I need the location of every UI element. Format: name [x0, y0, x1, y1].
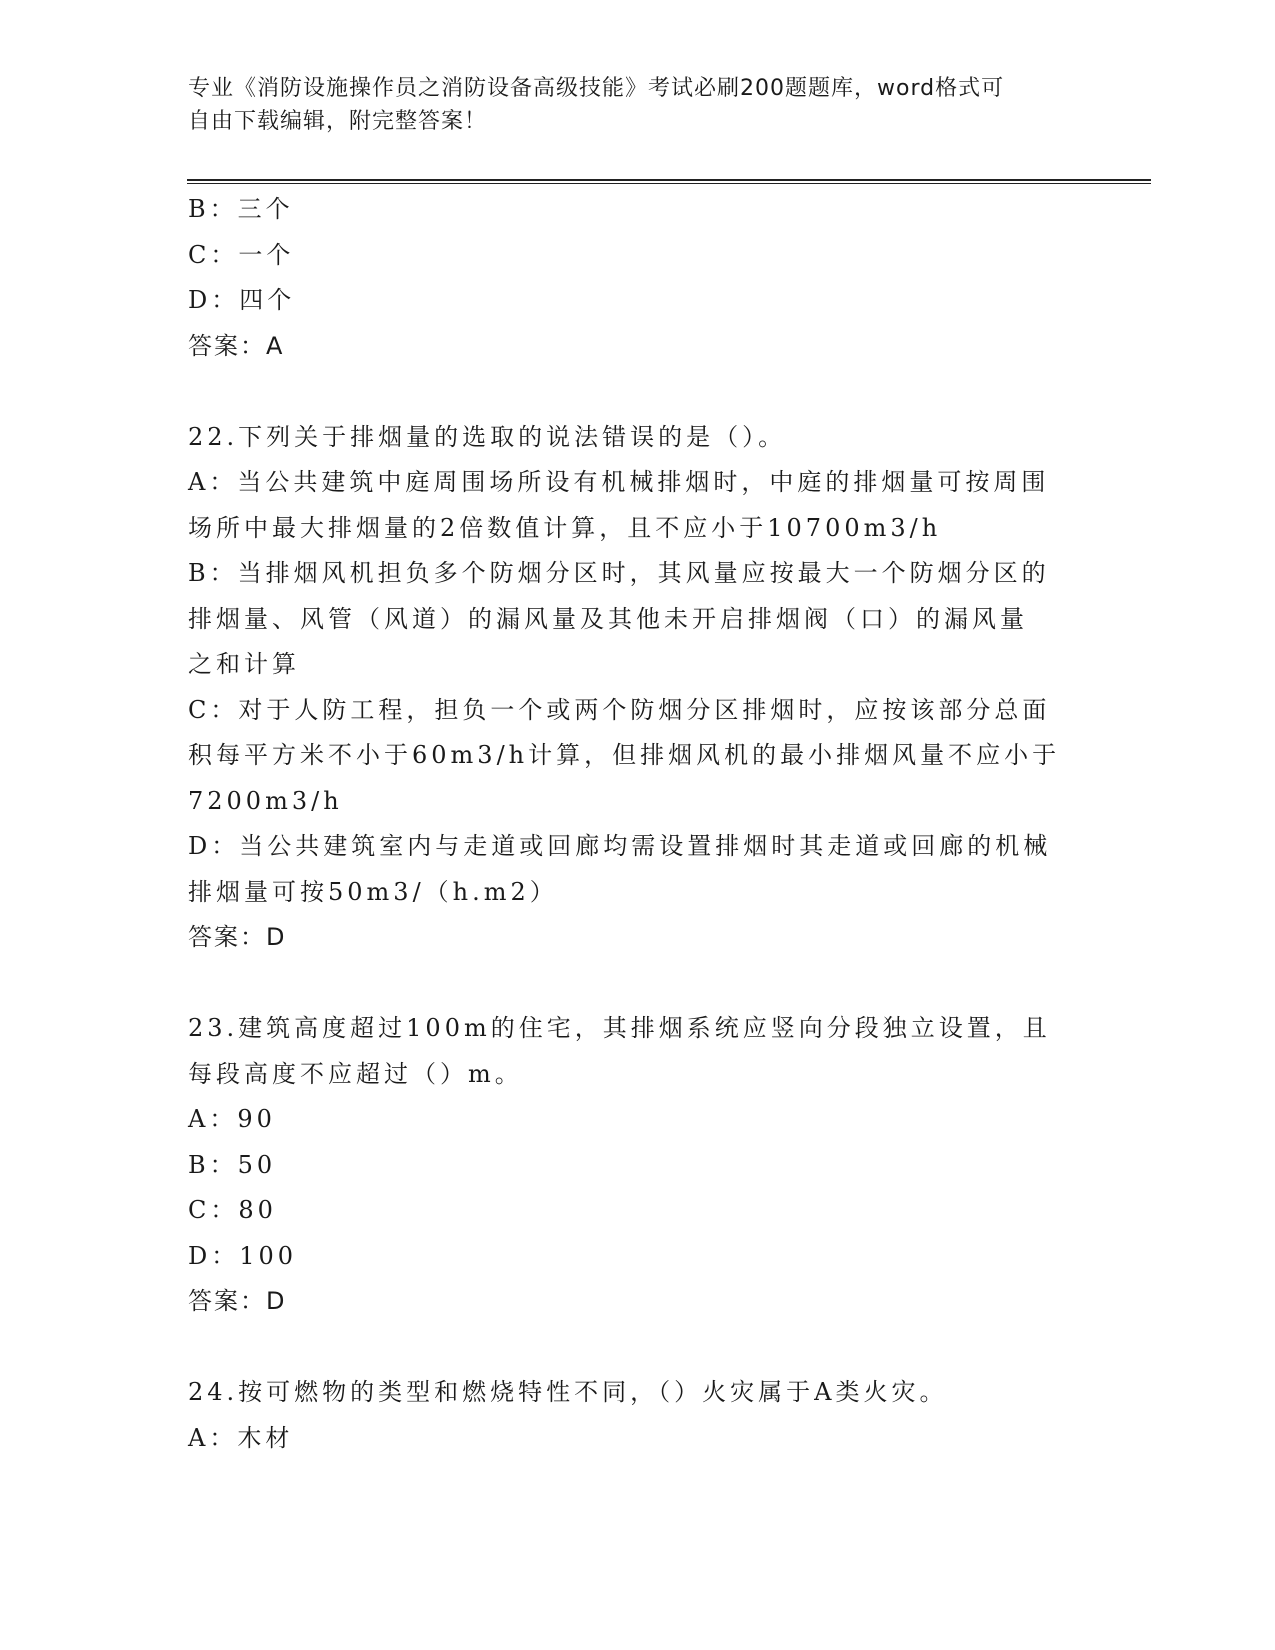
option-c-line2: 积每平方米不小于60m3/h计算，但排烟风机的最小排烟风量不应小于	[188, 741, 1061, 769]
option-c: C：80	[188, 1196, 277, 1224]
option-b-line2: 排烟量、风管（风道）的漏风量及其他未开启排烟阀（口）的漏风量	[188, 604, 1028, 633]
option-d-line1: D：当公共建筑室内与走道或回廊均需设置排烟时其走道或回廊的机械	[188, 832, 1052, 860]
question-stem: 24.按可燃物的类型和燃烧特性不同，（）火灾属于A类火灾。	[188, 1378, 948, 1406]
option-a: A：90	[188, 1105, 276, 1133]
option-a: A：木材	[188, 1423, 294, 1452]
option-d: D：100	[188, 1241, 298, 1270]
answer-line: 答案：D	[188, 923, 287, 951]
option-c: C：一个	[188, 240, 295, 269]
answer-line: 答案：D	[188, 1287, 287, 1315]
option-d-line2: 排烟量可按50m3/（h.m2）	[188, 877, 558, 906]
option-b: B：三个	[188, 195, 294, 223]
option-d: D：四个	[188, 286, 296, 314]
option-a-line2: 场所中最大排烟量的2倍数值计算，且不应小于10700m3/h	[188, 513, 942, 542]
page-header	[188, 72, 1068, 138]
option-a-line1: A：当公共建筑中庭周围场所设有机械排烟时，中庭的排烟量可按周围	[188, 468, 1050, 496]
question-23	[188, 1006, 1088, 1325]
option-c-line3: 7200m3/h	[188, 786, 343, 815]
question-21-tail	[188, 187, 1088, 369]
option-c-line1: C：对于人防工程，担负一个或两个防烟分区排烟时，应按该部分总面	[188, 695, 1051, 724]
option-b: B：50	[188, 1150, 277, 1179]
question-22	[188, 415, 1088, 961]
header-title-line2: 自由下载编辑，附完整答案！	[188, 109, 488, 134]
question-stem-line2: 每段高度不应超过（）m。	[188, 1059, 523, 1088]
option-b-line1: B：当排烟风机担负多个防烟分区时，其风量应按最大一个防烟分区的	[188, 559, 1050, 587]
document-body	[188, 187, 1088, 1461]
spacer	[188, 961, 1088, 1007]
question-stem-line1: 23.建筑高度超过100m的住宅，其排烟系统应竖向分段独立设置，且	[188, 1014, 1051, 1042]
header-divider-thin	[187, 183, 1151, 184]
answer-line: 答案：A	[188, 331, 285, 360]
spacer	[188, 369, 1088, 415]
option-b-line3: 之和计算	[188, 650, 300, 678]
question-stem: 22.下列关于排烟量的选取的说法错误的是（）。	[188, 422, 787, 451]
question-24	[188, 1370, 1088, 1461]
spacer	[188, 1325, 1088, 1371]
header-title-line1: 专业《消防设施操作员之消防设备高级技能》考试必刷200题题库，word格式可	[188, 76, 1005, 101]
header-divider-thick	[187, 179, 1151, 181]
